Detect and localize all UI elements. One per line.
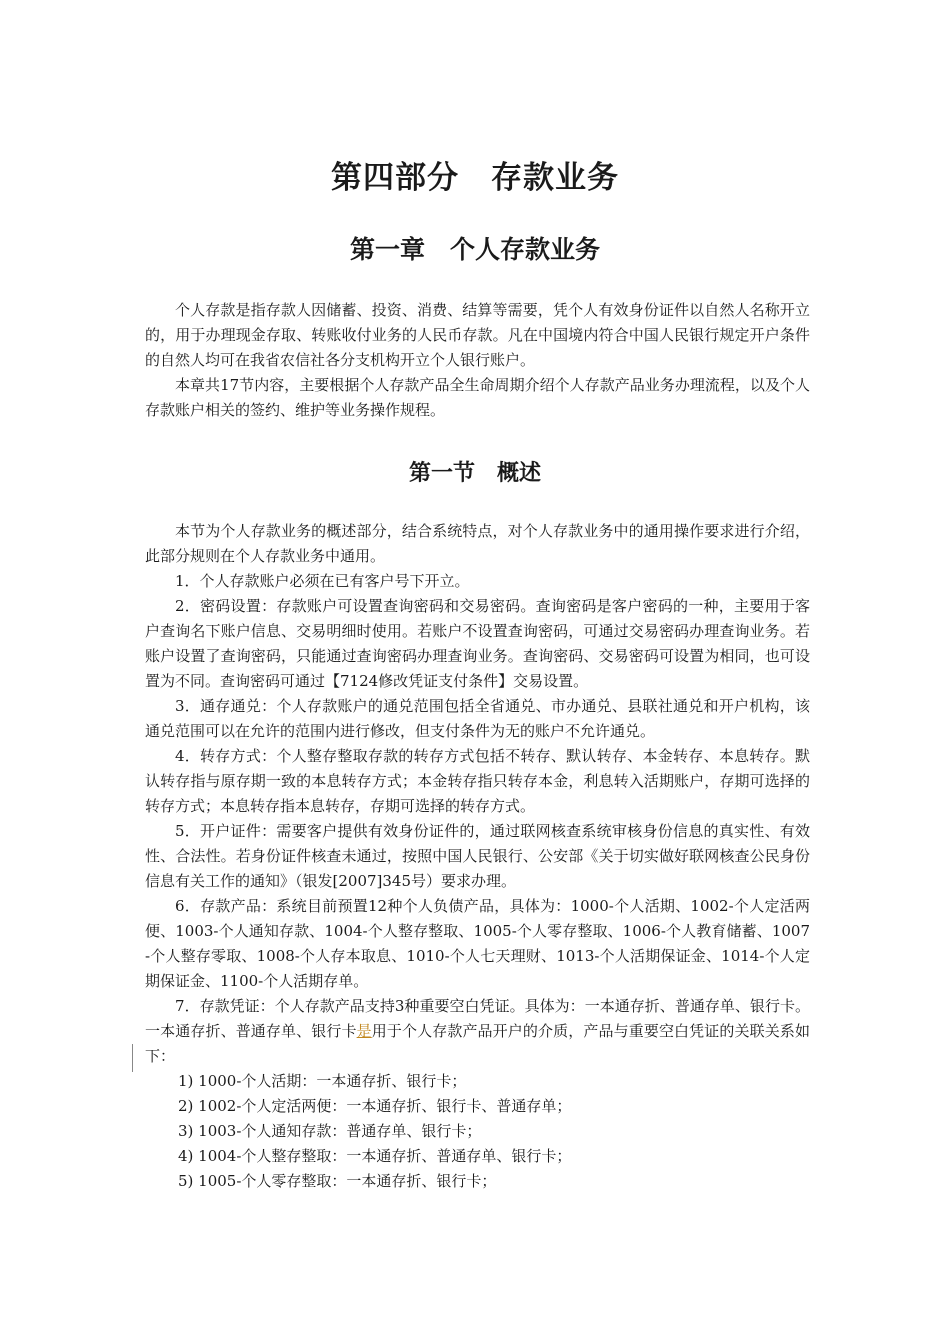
sub-list-number: 3) [178, 1122, 199, 1140]
sub-list-item [145, 1119, 810, 1144]
sub-list-item [145, 1144, 810, 1169]
section-body [145, 519, 810, 1194]
sub-list-number: 1) [178, 1072, 199, 1090]
item7-text-before: 7．存款凭证：个人存款产品支持3种重要空白凭证。具体为：一本通存折、普通存单、银行卡。一本通存折、普通存单、银行卡 [145, 997, 810, 1040]
tracked-change-highlight: 是 [356, 1022, 372, 1040]
part-title: 第四部分 存款业务 [331, 160, 619, 196]
chapter-title: 第一章 个人存款业务 [349, 235, 600, 264]
sub-list-item [145, 1069, 810, 1094]
sub-list-text: 1002-个人定活两便：一本通存折、银行卡、普通存单； [198, 1097, 572, 1115]
sub-list-item [145, 1094, 810, 1119]
section-title: 第一节 概述 [408, 461, 541, 486]
sub-list-text: 1005-个人零存整取：一本通存折、银行卡； [198, 1172, 497, 1190]
body-item-2: 2．密码设置：存款账户可设置查询密码和交易密码。查询密码是客户密码的一种，主要用于客户查询名下账户信息、交易明细时使用。若账户不设置查询密码，可通过交易密码办理查询业务。若账户设置了查询密码，只能通过查询密码办理查询业务。查询密码、交易密码可设置为相同，也可设置为不同。查询密码可通过【7124修改凭证支付条件】交易设置。 [145, 597, 810, 690]
body-item-5: 5．开户证件：需要客户提供有效身份证件的，通过联网核查系统审核身份信息的真实性、有效性、合法性。若身份证件核查未通过，按照中国人民银行、公安部《关于切实做好联网核查公民身份信息有关工作的通知》（银发[2007]345号）要求办理。 [145, 822, 810, 890]
body-item-1: 1．个人存款账户必须在已有客户号下开立。 [175, 572, 470, 590]
body-item-7 [145, 994, 810, 1069]
revision-change-bar [132, 1044, 133, 1072]
body-item-6: 6．存款产品：系统目前预置12种个人负债产品，具体为：1000-个人活期、1002-个人定活两便、1003-个人通知存款、1004-个人整存整取、1005-个人零存整取、1006-个人教育储蓄、1007-个人整存零取、1008-个人存本取息、1010-个人七天理财、1013-个人活期保证金、1014-个人定期保证金、1100-个人活期存单。 [145, 897, 810, 990]
item7-text-after: 用于个人存款产品开户的介质，产品与重要空白凭证的关联关系如下： [145, 1022, 810, 1065]
intro-paragraph: 个人存款是指存款人因储蓄、投资、消费、结算等需要，凭个人有效身份证件以自然人名称开立的，用于办理现金存取、转账收付业务的人民币存款。凡在中国境内符合中国人民银行规定开户条件的自然人均可在我省农信社各分支机构开立个人银行账户。 [145, 301, 810, 369]
sub-list-number: 5) [178, 1172, 199, 1190]
sub-list-number: 4) [178, 1147, 199, 1165]
sub-list-text: 1000-个人活期：一本通存折、银行卡； [198, 1072, 467, 1090]
sub-list-number: 2) [178, 1097, 199, 1115]
body-paragraph: 本节为个人存款业务的概述部分，结合系统特点，对个人存款业务中的通用操作要求进行介绍，此部分规则在个人存款业务中通用。 [145, 522, 810, 565]
sub-list-text: 1004-个人整存整取：一本通存折、普通存单、银行卡； [198, 1147, 572, 1165]
body-item-4: 4．转存方式：个人整存整取存款的转存方式包括不转存、默认转存、本金转存、本息转存。默认转存指与原存期一致的本息转存方式；本金转存指只转存本金，利息转入活期账户，存期可选择的转存方式；本息转存指本息转存，存期可选择的转存方式。 [145, 747, 810, 815]
sub-list-item [145, 1169, 810, 1194]
body-item-3: 3．通存通兑：个人存款账户的通兑范围包括全省通兑、市办通兑、县联社通兑和开户机构，该通兑范围可以在允许的范围内进行修改，但支付条件为无的账户不允许通兑。 [145, 697, 810, 740]
chapter-intro [145, 298, 810, 423]
sub-list-text: 1003-个人通知存款：普通存单、银行卡； [198, 1122, 482, 1140]
intro-paragraph: 本章共17节内容，主要根据个人存款产品全生命周期介绍个人存款产品业务办理流程，以及个人存款账户相关的签约、维护等业务操作规程。 [145, 376, 810, 419]
